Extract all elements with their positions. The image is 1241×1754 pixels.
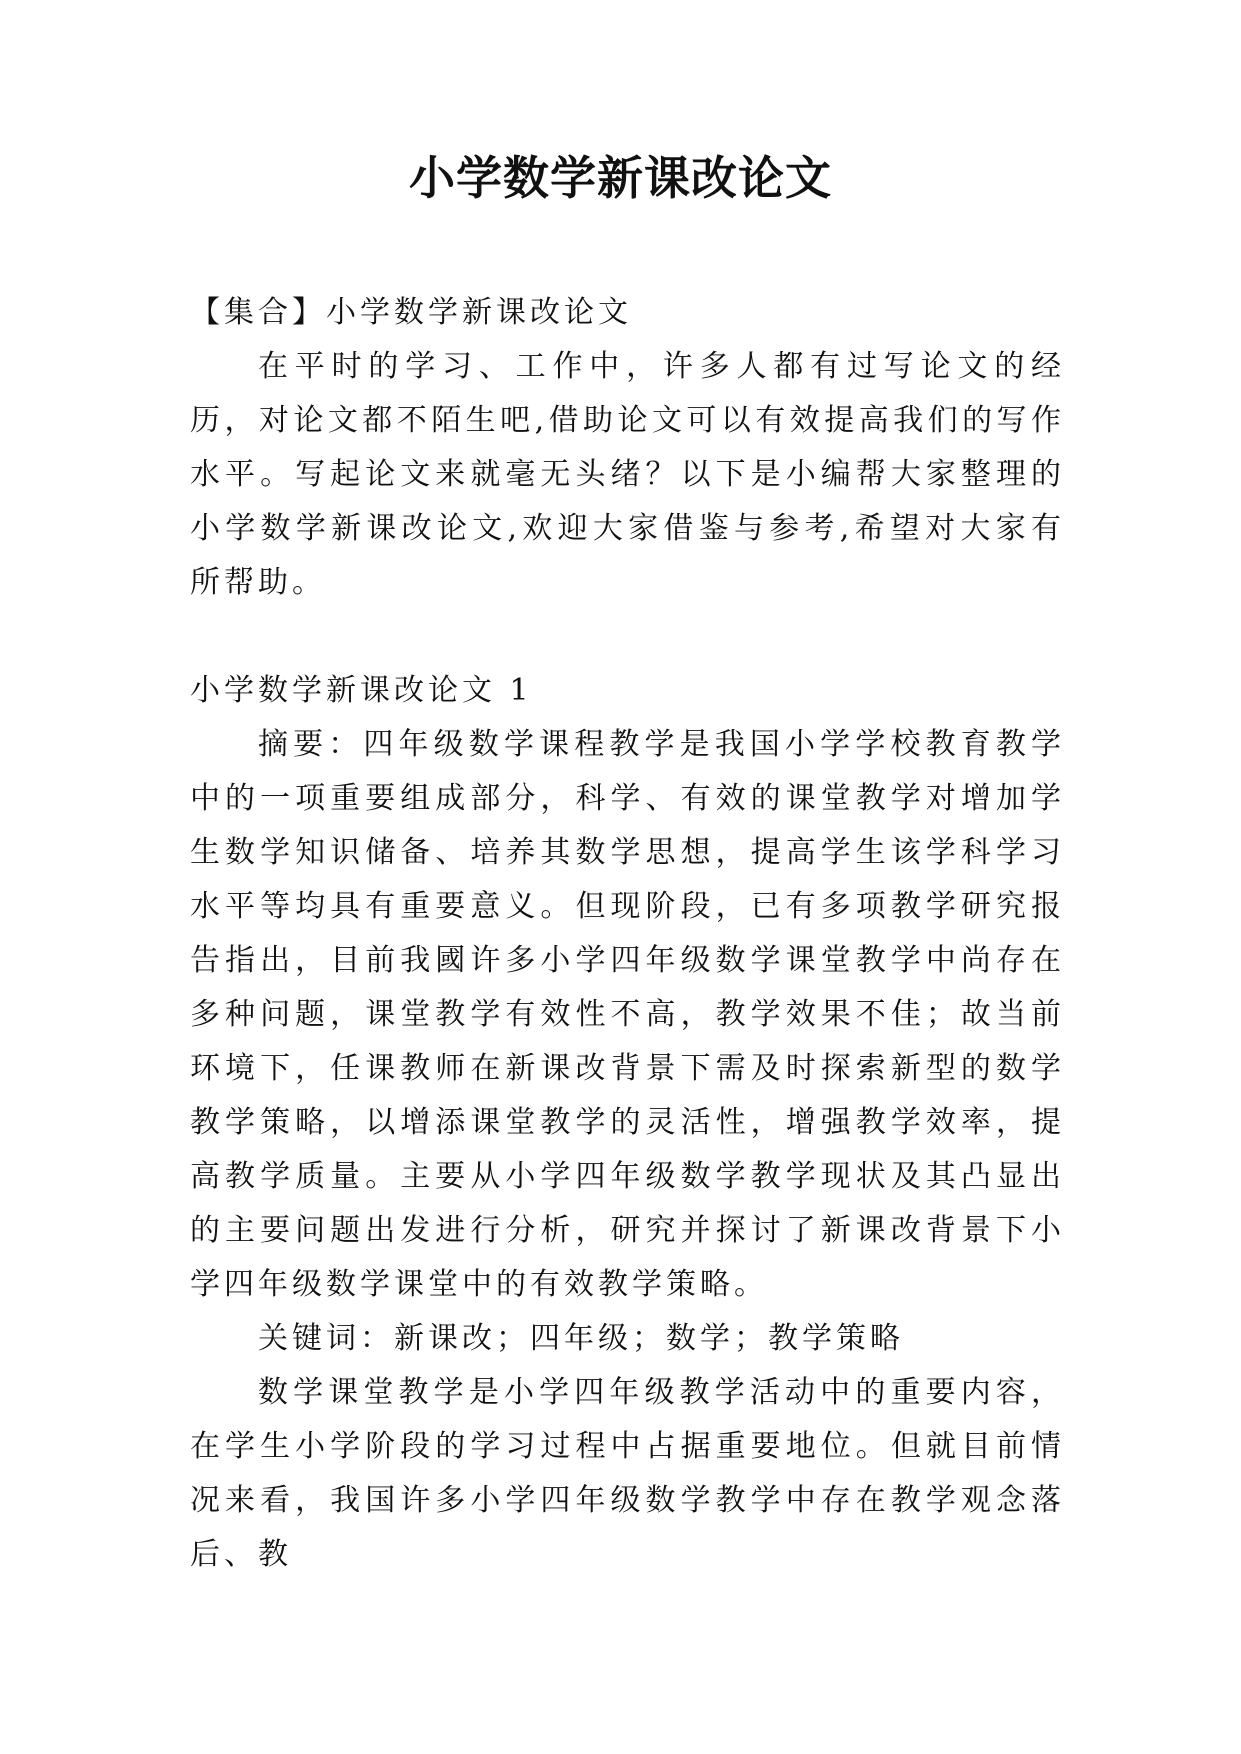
document-body [190,286,1065,1582]
abstract-paragraph: 摘要：四年级数学课程教学是我国小学学校教育教学中的一项重要组成部分，科学、有效的课堂教学对增加学生数学知识储备、培养其数学思想，提高学生该学科学习水平等均具有重要意义。但现阶段，已有多项教学研究报告指出，目前我國许多小学四年级数学课堂教学中尚存在多种问题，课堂教学有效性不高，教学效果不佳；故当前环境下，任课教师在新课改背景下需及时探索新型的数学教学策略，以增添课堂教学的灵活性，增强教学效率，提高教学质量。主要从小学四年级数学教学现状及其凸显出的主要问题出发进行分析，研究并探讨了新课改背景下小学四年级数学课堂中的有效教学策略。 [190,727,1065,1302]
section-heading: 小学数学新课改论文 1 [190,673,533,708]
body-paragraph: 数学课堂教学是小学四年级教学活动中的重要内容，在学生小学阶段的学习过程中占据重要地位。但就目前情况来看，我国许多小学四年级数学教学中存在教学观念落后、教 [190,1375,1065,1572]
intro-paragraph: 在平时的学习、工作中，许多人都有过写论文的经历，对论文都不陌生吧,借助论文可以有效提高我们的写作水平。写起论文来就毫无头绪？以下是小编帮大家整理的小学数学新课改论文,欢迎大家借鉴与参考,希望对大家有所帮助。 [190,349,1065,600]
paragraph-spacer [190,610,1065,664]
document-title: 小学数学新课改论文 [409,151,832,205]
collection-line: 【集合】小学数学新课改论文 [190,295,632,330]
keywords-line: 关键词：新课改；四年级；数学；教学策略 [258,1321,904,1356]
